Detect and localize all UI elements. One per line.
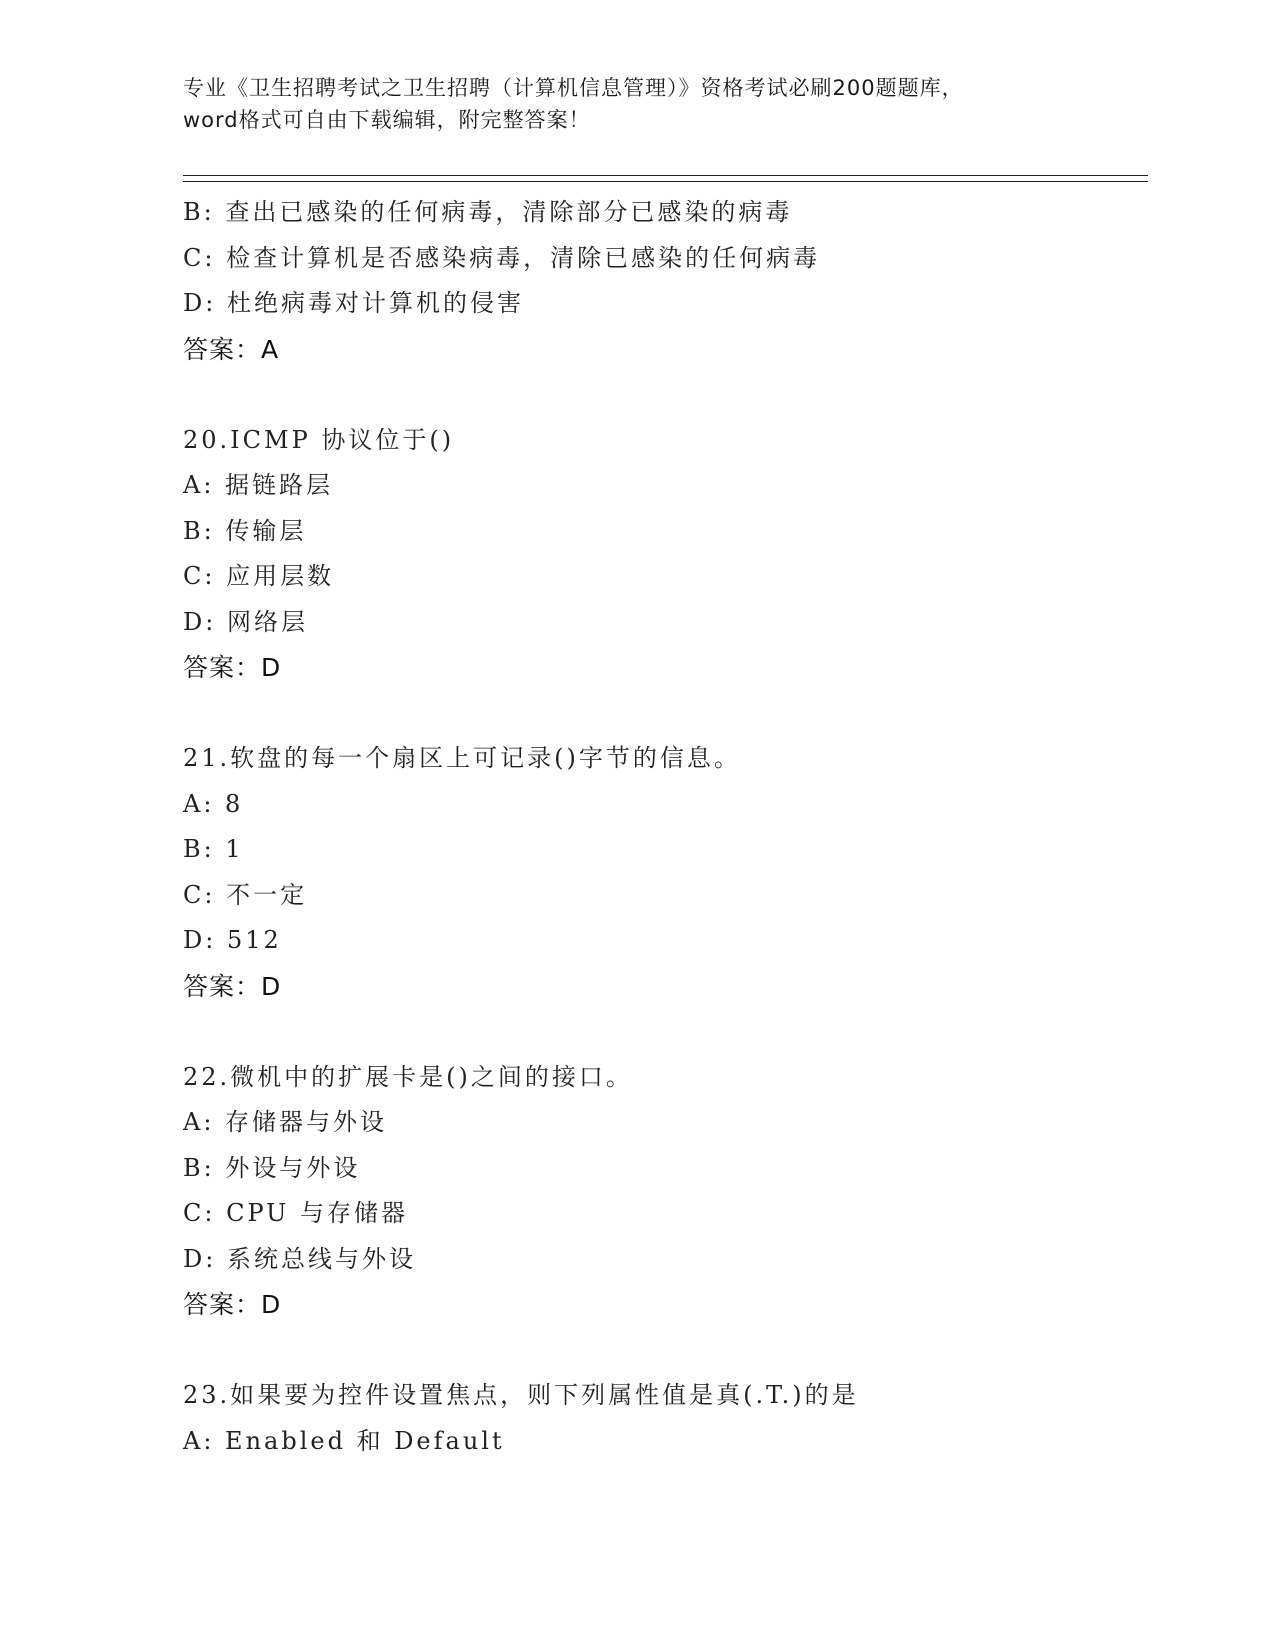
option-a: A: 8 [183, 789, 244, 818]
option-d: D: 系统总线与外设 [183, 1244, 416, 1273]
option-b: B: 1 [183, 835, 244, 863]
question-stem: 23.如果要为控件设置焦点，则下列属性值是真(.T.)的是 [183, 1381, 859, 1409]
answer-line: 答案：D [183, 971, 282, 1001]
option-c: C: 应用层数 [183, 562, 335, 590]
answer-line: 答案：D [183, 1290, 282, 1319]
option-d: D: 杜绝病毒对计算机的侵害 [183, 289, 524, 317]
option-b: B: 外设与外设 [183, 1153, 361, 1182]
question-block-22 [183, 1055, 1143, 1328]
question-stem: 20.ICMP 协议位于() [183, 425, 455, 454]
option-d: D: 512 [183, 926, 282, 954]
option-c: C: CPU 与存储器 [183, 1199, 409, 1227]
option-d: D: 网络层 [183, 607, 308, 636]
option-c: C: 不一定 [183, 880, 308, 909]
option-b: B: 查出已感染的任何病毒，清除部分已感染的病毒 [183, 198, 793, 226]
option-b: B: 传输层 [183, 516, 307, 545]
question-block-20 [183, 418, 1143, 691]
header-divider-top [183, 175, 1148, 176]
document-header [183, 72, 1083, 136]
question-block-23 [183, 1373, 1143, 1464]
spacer [183, 1328, 1143, 1374]
option-a: A: 据链路层 [183, 471, 334, 499]
option-a: A: Enabled 和 Default [183, 1426, 505, 1455]
answer-line: 答案：A [183, 334, 280, 364]
question-block-19 [183, 190, 1143, 372]
answer-line: 答案：D [183, 653, 282, 682]
spacer [183, 691, 1143, 737]
header-divider-bottom [183, 181, 1148, 182]
question-list [183, 190, 1143, 1464]
header-line-1: 专业《卫生招聘考试之卫生招聘（计算机信息管理）》资格考试必刷200题题库， [183, 76, 964, 100]
question-block-21 [183, 736, 1143, 1009]
option-a: A: 存储器与外设 [183, 1108, 388, 1136]
option-c: C: 检查计算机是否感染病毒，清除已感染的任何病毒 [183, 243, 821, 272]
header-line-2: word格式可自由下载编辑，附完整答案！ [183, 108, 591, 132]
spacer [183, 1009, 1143, 1055]
question-stem: 21.软盘的每一个扇区上可记录()字节的信息。 [183, 744, 741, 772]
spacer [183, 372, 1143, 418]
question-stem: 22.微机中的扩展卡是()之间的接口。 [183, 1062, 633, 1091]
